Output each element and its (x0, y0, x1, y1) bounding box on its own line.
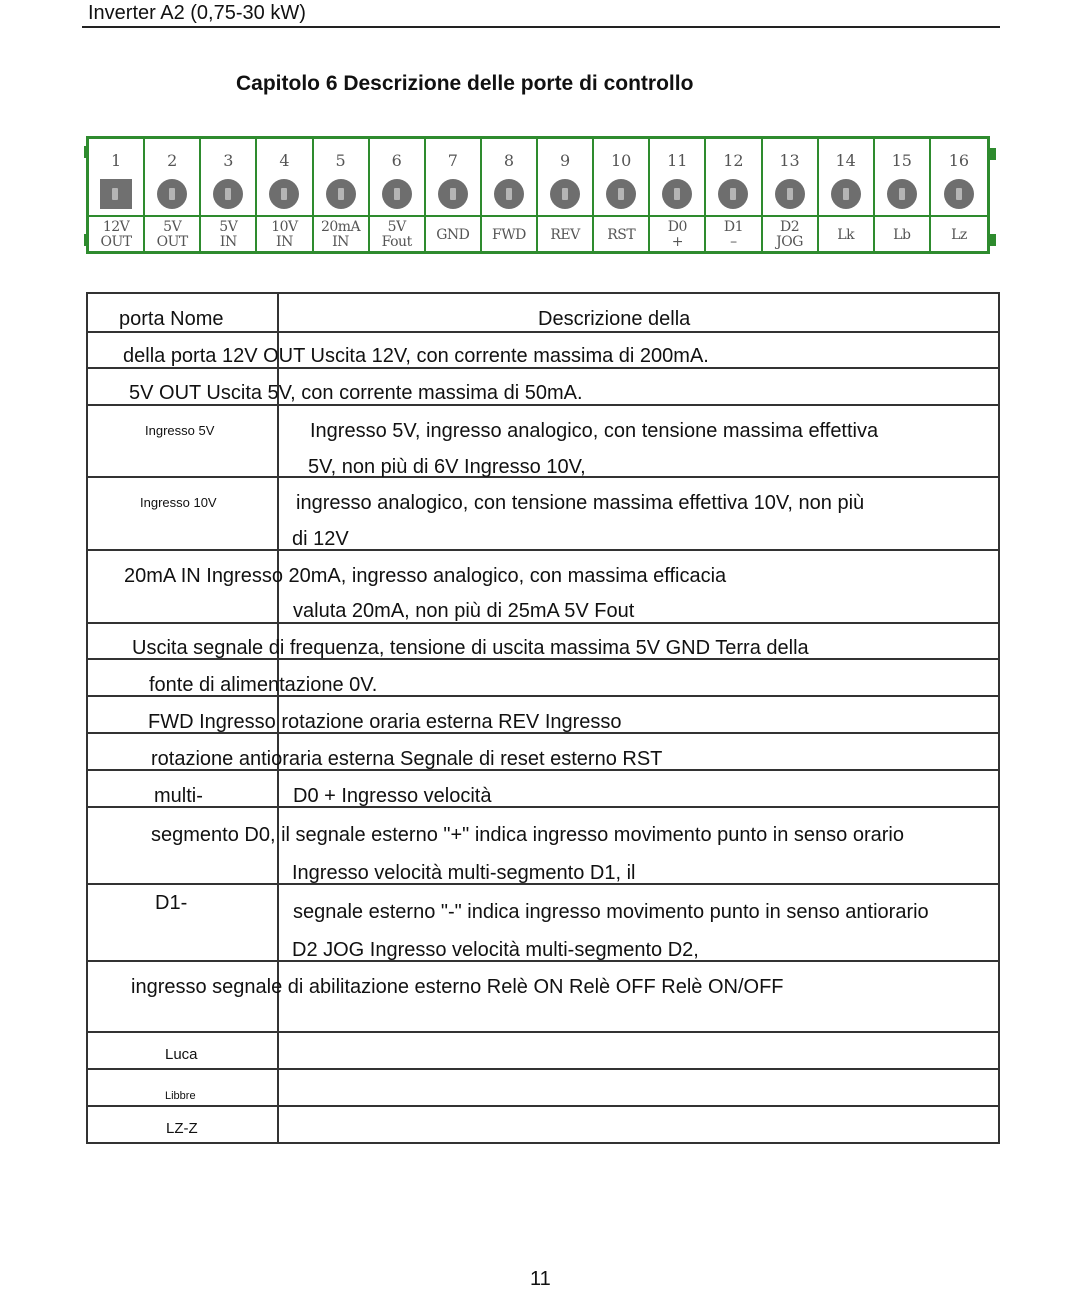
row-divider (88, 1031, 998, 1033)
row-text: 20mA IN Ingresso 20mA, ingresso analogico, con massima efficacia (124, 565, 727, 587)
terminal-number: 14 (835, 151, 856, 170)
terminal-number: 15 (891, 151, 912, 170)
screw-icon (269, 179, 299, 209)
screw-icon (662, 179, 692, 209)
row-text: segmento D0, il segnale esterno "+" indica ingresso movimento punto in senso orario (151, 824, 904, 846)
row-divider (88, 806, 998, 808)
screw-icon (887, 179, 917, 209)
port-name: Luca (165, 1046, 198, 1063)
row-divider (88, 549, 998, 551)
screw-icon (326, 179, 356, 209)
row-divider (88, 404, 998, 406)
row-text: Ingresso velocità multi-segmento D1, il (292, 862, 636, 884)
screw-icon (438, 179, 468, 209)
terminal-number: 13 (779, 151, 800, 170)
terminal-label: D0 + (667, 219, 687, 250)
terminal-7 (426, 139, 482, 251)
row-text: ingresso analogico, con tensione massima effettiva 10V, non più (296, 492, 865, 514)
row-divider (88, 367, 998, 369)
terminal-2 (145, 139, 201, 251)
row-divider (88, 1105, 998, 1107)
port-name: Ingresso 5V (145, 423, 215, 438)
row-text: 5V, non più di 6V Ingresso 10V, (308, 456, 586, 478)
terminal-label: 12V OUT (100, 219, 132, 250)
terminal-12 (706, 139, 762, 251)
terminal-number: 6 (391, 151, 402, 170)
row-text: valuta 20mA, non più di 25mA 5V Fout (293, 600, 635, 622)
terminal-5 (314, 139, 370, 251)
row-text: rotazione antioraria esterna Segnale di reset esterno RST (151, 748, 663, 770)
terminal-10 (594, 139, 650, 251)
screw-icon (213, 179, 243, 209)
terminal-label: 20mA IN (320, 219, 361, 250)
terminal-number: 5 (335, 151, 346, 170)
terminal-8 (482, 139, 538, 251)
terminal-label: REV (550, 226, 580, 243)
terminal-label: RST (607, 226, 636, 243)
row-text: D2 JOG Ingresso velocità multi-segmento D2, (292, 939, 699, 961)
row-divider (88, 622, 998, 624)
screw-icon (100, 179, 132, 209)
row-text: Ingresso 5V, ingresso analogico, con tensione massima effettiva (310, 420, 879, 442)
port-name: multi- (154, 785, 203, 807)
row-text: ingresso segnale di abilitazione esterno Relè ON Relè OFF Relè ON/OFF (131, 976, 784, 998)
terminal-9 (538, 139, 594, 251)
row-divider (88, 1068, 998, 1070)
terminal-11 (650, 139, 706, 251)
terminal-label: 5V Fout (381, 219, 412, 250)
terminal-6 (370, 139, 426, 251)
terminal-4 (257, 139, 313, 251)
screw-icon (944, 179, 974, 209)
row-text: FWD Ingresso rotazione oraria esterna REV Ingresso (148, 711, 622, 733)
row-text: Uscita segnale di frequenza, tensione di uscita massima 5V GND Terra della (132, 637, 809, 659)
terminal-number: 16 (948, 151, 970, 170)
terminal-number: 9 (559, 151, 571, 170)
terminal-number: 12 (723, 151, 744, 170)
terminal-label: 10V IN (271, 219, 298, 250)
terminal-number: 2 (167, 151, 178, 170)
terminal-strip-diagram (86, 136, 990, 254)
terminal-number: 10 (611, 151, 632, 170)
header-description: Descrizione della (538, 308, 691, 330)
port-name: Libbre (165, 1090, 196, 1102)
row-text: 5V OUT Uscita 5V, con corrente massima di 50mA. (129, 382, 583, 404)
screw-icon (382, 179, 412, 209)
port-name: D1- (155, 892, 188, 914)
terminal-label: Lb (893, 226, 911, 243)
row-text: D0 + Ingresso velocità (293, 785, 492, 807)
screw-icon (494, 179, 524, 209)
terminal-number: 7 (447, 151, 458, 170)
screw-icon (775, 179, 805, 209)
row-divider (88, 331, 998, 333)
port-name: LZ-Z (166, 1120, 198, 1137)
screw-icon (831, 179, 861, 209)
terminal-14 (819, 139, 875, 251)
port-description-table (86, 292, 1000, 1144)
terminal-number: 8 (503, 151, 515, 170)
terminal-number: 1 (110, 151, 122, 170)
terminal-label: 5V IN (219, 219, 238, 250)
row-text: di 12V (292, 528, 349, 550)
strip-tab-right-bottom (989, 234, 996, 246)
terminal-number: 11 (667, 151, 688, 170)
terminal-13 (763, 139, 819, 251)
port-name: Ingresso 10V (140, 495, 217, 510)
terminal-label: GND (436, 226, 470, 243)
row-text: della porta 12V OUT Uscita 12V, con corrente massima di 200mA. (123, 345, 709, 367)
terminal-label: Lz (951, 226, 967, 243)
terminal-label: D2 JOG (776, 219, 803, 250)
row-text: segnale esterno "-" indica ingresso movimento punto in senso antiorario (293, 901, 929, 923)
screw-icon (606, 179, 636, 209)
terminal-16 (931, 139, 987, 251)
terminal-label: 5V OUT (156, 219, 188, 250)
running-header: Inverter A2 (0,75-30 kW) (88, 2, 306, 24)
terminal-label: FWD (492, 226, 526, 243)
terminal-number: 3 (223, 151, 234, 170)
header-rule (82, 26, 1000, 28)
screw-icon (550, 179, 580, 209)
terminal-15 (875, 139, 931, 251)
row-text: fonte di alimentazione 0V. (149, 674, 378, 696)
terminal-3 (201, 139, 257, 251)
terminal-number: 4 (279, 151, 290, 170)
strip-tab-right-top (989, 148, 996, 160)
header-port-name: porta Nome (119, 308, 224, 330)
page-number: 11 (530, 1268, 551, 1290)
screw-icon (718, 179, 748, 209)
terminal-label: D1 – (723, 219, 743, 250)
chapter-title: Capitolo 6 Descrizione delle porte di controllo (236, 72, 694, 95)
screw-icon (157, 179, 187, 209)
terminal-1 (89, 139, 145, 251)
terminal-label: Lk (837, 226, 855, 243)
